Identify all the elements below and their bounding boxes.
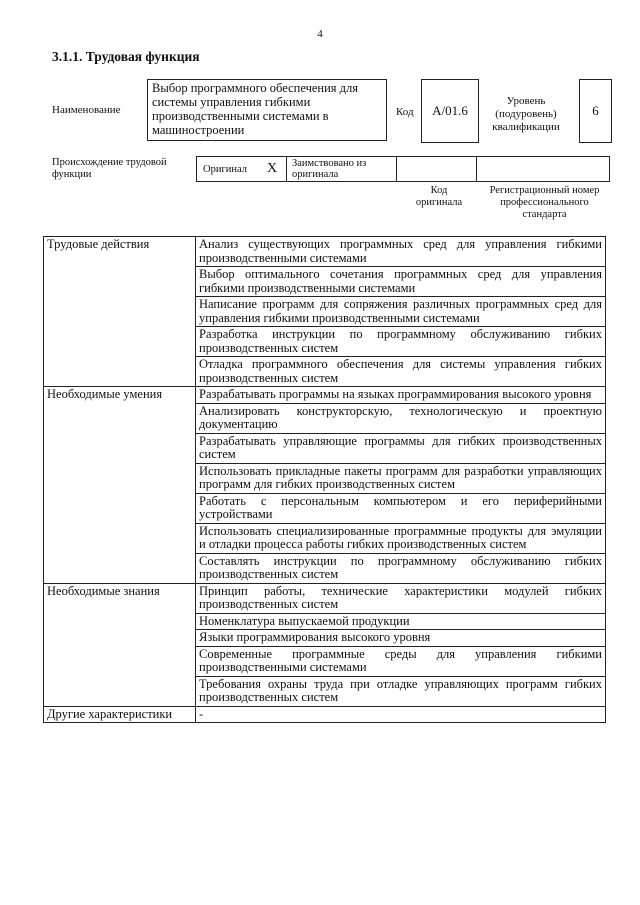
page-number: 4 <box>317 28 323 40</box>
original-checkmark: X <box>267 161 278 176</box>
requirement-item: Разрабатывать программы на языках программирования высокого уровня <box>196 387 606 404</box>
borrowed-label: Заимствовано из оригинала <box>292 158 367 180</box>
requirement-item: Использовать специализированные программные продукты для эмуляции и отладки процесса работы гибких производственных систем <box>196 523 606 553</box>
requirement-item: Номенклатура выпускаемой продукции <box>196 613 606 630</box>
requirement-item: Работать с персональным компьютером и его периферийными устройствами <box>196 493 606 523</box>
origin-label: Происхождение трудовой функции <box>52 157 167 180</box>
borrowed-cell <box>286 157 397 181</box>
requirement-item: Анализировать конструкторскую, технологическую и проектную документацию <box>196 403 606 433</box>
reg-number-cell <box>476 157 609 181</box>
requirement-item: Разрабатывать управляющие программы для гибких производственных систем <box>196 433 606 463</box>
code-label: Код <box>396 106 414 118</box>
requirement-item: Разработка инструкции по программному обслуживанию гибких производственных систем <box>196 327 606 357</box>
requirement-item: Отладка программного обеспечения для системы управления гибких производственных систем <box>196 357 606 387</box>
table-row <box>44 583 606 613</box>
category-cell: Необходимые знания <box>44 583 196 706</box>
requirement-item: Анализ существующих программных сред для управления гибкими производственными системами <box>196 237 606 267</box>
code-value-box: A/01.6 <box>421 79 479 143</box>
requirement-item: Составлять инструкции по программному обслуживанию гибких производственных систем <box>196 553 606 583</box>
category-cell: Необходимые умения <box>44 387 196 584</box>
table-row <box>44 387 606 404</box>
origin-row <box>196 156 610 182</box>
requirement-item: - <box>196 706 606 723</box>
requirement-item: Выбор оптимального сочетания программных сред для управления гибкими производственными системами <box>196 267 606 297</box>
requirement-item: Требования охраны труда при отладке управляющих программ гибких производственных систем <box>196 676 606 706</box>
category-cell: Другие характеристики <box>44 706 196 723</box>
code-original-cell <box>396 157 477 181</box>
code-original-label: Код оригинала <box>415 185 463 208</box>
requirement-item: Принцип работы, технические характеристики модулей гибких производственных систем <box>196 583 606 613</box>
table-row <box>44 706 606 723</box>
function-name-box: Выбор программного обеспечения для системы управления гибкими производственными системами в машиностроении <box>147 79 387 141</box>
requirement-item: Современные программные среды для управления гибкими производственными системами <box>196 646 606 676</box>
requirement-item: Языки программирования высокого уровня <box>196 630 606 647</box>
requirement-item: Написание программ для сопряжения различных программных сред для управления гибкими производственными системами <box>196 297 606 327</box>
table-row <box>44 237 606 267</box>
category-cell: Трудовые действия <box>44 237 196 387</box>
original-label: Оригинал <box>203 164 247 175</box>
name-label: Наименование <box>52 104 121 116</box>
section-heading: 3.1.1. Трудовая функция <box>52 49 200 64</box>
original-cell <box>197 157 287 181</box>
qualification-level-box: 6 <box>579 79 612 143</box>
qualification-level-label: Уровень (подуровень) квалификации <box>492 95 560 133</box>
requirement-item: Использовать прикладные пакеты программ для разработки управляющих программ для гибких производственных систем <box>196 463 606 493</box>
reg-number-label: Регистрационный номер профессионального стандарта <box>489 185 600 220</box>
requirements-table <box>43 236 606 723</box>
